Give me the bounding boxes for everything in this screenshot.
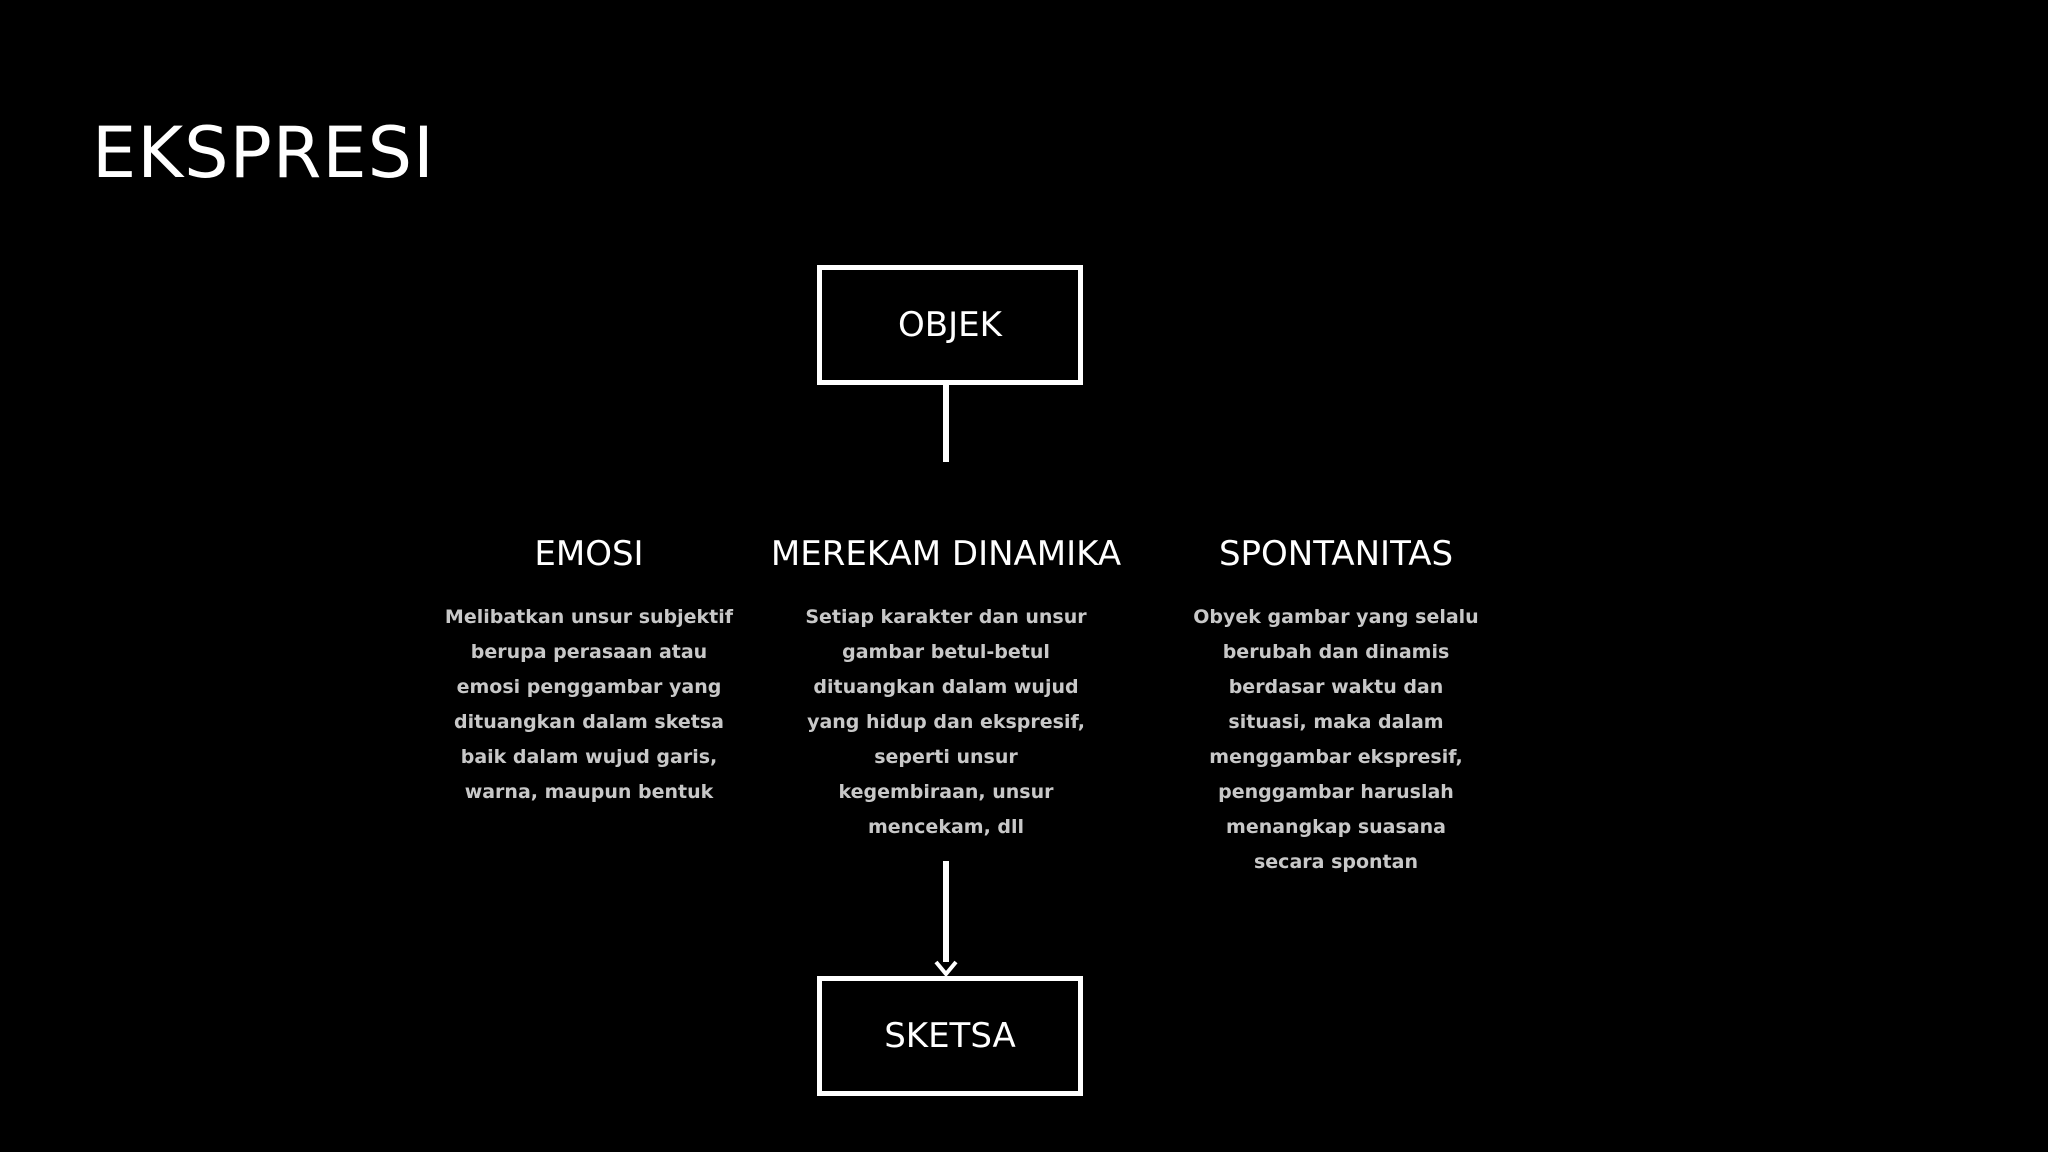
node-sketsa (817, 976, 1083, 1096)
column-spontanitas (1156, 530, 1516, 880)
node-objek-label: OBJEK (898, 305, 1002, 345)
column-body: Obyek gambar yang selalu berubah dan dinamis berdasar waktu dan situasi, maka dalam menggambar ekspresif, penggambar haruslah menangkap suasana secara spontan (1193, 606, 1479, 873)
column-body: Melibatkan unsur subjektif berupa perasaan atau emosi penggambar yang dituangkan dalam sketsa baik dalam wujud garis, warna, maupun bentuk (444, 606, 734, 803)
arrowhead-icon (936, 962, 956, 974)
column-heading: SPONTANITAS (1218, 534, 1454, 574)
node-objek (817, 265, 1083, 385)
node-sketsa-label: SKETSA (884, 1016, 1016, 1056)
column-heading: EMOSI (534, 534, 644, 574)
slide-title: EKSPRESI (92, 112, 435, 194)
column-heading: MEREKAM DINAMIKA (770, 534, 1122, 574)
column-merekam-dinamika (766, 530, 1126, 845)
column-body: Setiap karakter dan unsur gambar betul-betul dituangkan dalam wujud yang hidup dan ekspresif, seperti unsur kegembiraan, unsur mencekam, dll (805, 606, 1087, 838)
column-emosi (409, 530, 769, 810)
